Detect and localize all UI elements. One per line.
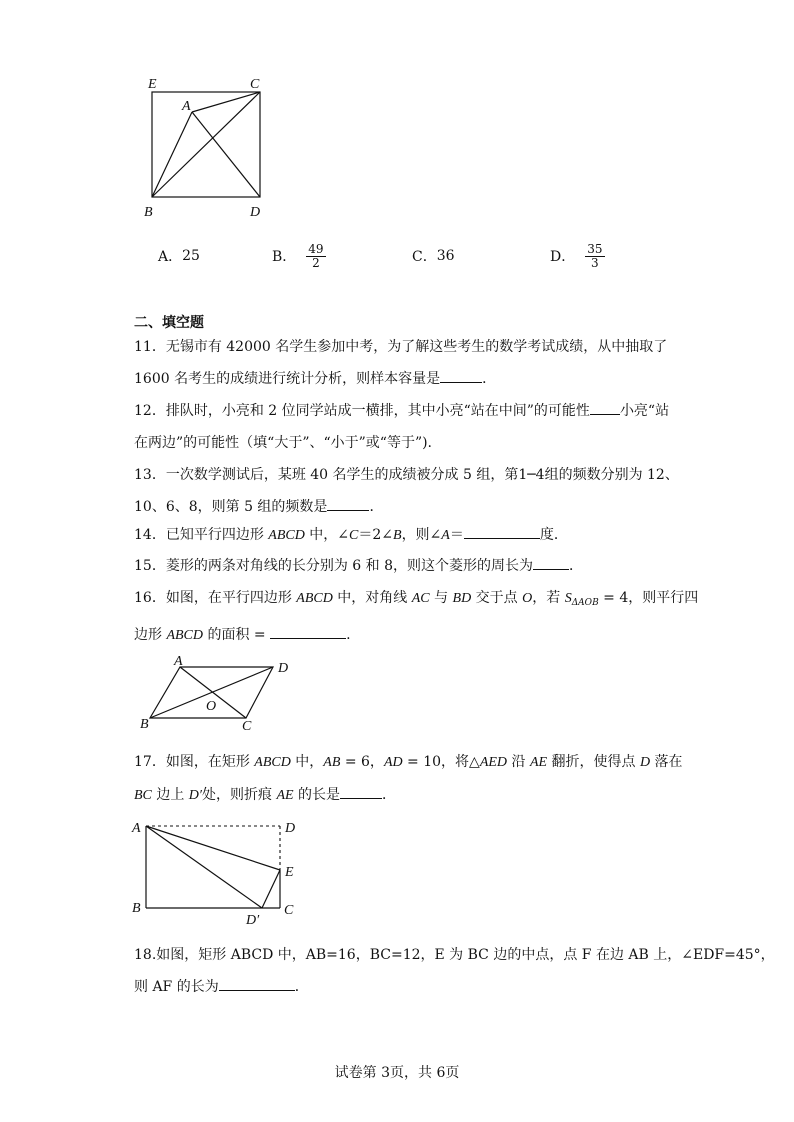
question-17-text: = 10，将△	[402, 754, 480, 770]
answer-blank[interactable]	[327, 496, 369, 511]
question-18-text: 则 AF 的长为	[134, 979, 219, 995]
math-s: S	[564, 591, 572, 606]
math-ae: AE	[276, 788, 294, 803]
question-14-text: ＝	[449, 527, 464, 543]
segment-d-prime-e	[262, 870, 280, 908]
segment-ad-prime	[146, 826, 262, 908]
question-14	[134, 519, 674, 552]
question-18	[134, 939, 775, 1003]
question-11-line2	[134, 363, 674, 395]
label-o: O	[206, 699, 217, 714]
question-17-text: 中，	[290, 754, 324, 770]
question-16-line2	[134, 619, 674, 652]
label-e: E	[148, 77, 157, 92]
question-14-text: ，则∠	[401, 527, 442, 543]
math-b: B	[393, 528, 402, 543]
section-title: 二、填空题	[134, 315, 204, 331]
question-16	[134, 582, 699, 652]
question-12-line2: 在两边”的可能性（填“大于”、“小于”或“等于”).	[134, 435, 433, 451]
rectangle-figure-q17	[130, 816, 305, 926]
question-17-text: 17．如图，在矩形	[134, 754, 255, 770]
math-ad: AD	[383, 755, 403, 770]
question-14-text: 中，∠	[304, 527, 350, 543]
option-d-denominator: 3	[591, 255, 599, 270]
label-e: E	[285, 865, 294, 880]
math-abcd: ABCD	[296, 591, 333, 606]
label-c: C	[250, 77, 260, 92]
question-11-line1: 11．无锡市有 42000 名学生参加中考，为了解这些考生的数学考试成绩，从中抽取了	[134, 339, 668, 355]
page-footer: 试卷第 3页，共 6页	[334, 1065, 460, 1081]
label-b: B	[144, 205, 153, 220]
label-d: D	[278, 661, 289, 676]
question-16-text: = 4，则平行四	[598, 590, 699, 606]
answer-blank[interactable]	[533, 555, 569, 570]
question-14-end: 度．	[539, 527, 568, 543]
question-17-text: = 6，	[340, 754, 384, 770]
label-d: D	[285, 821, 296, 836]
math-ac: AC	[411, 591, 430, 606]
option-c-value: 36	[436, 248, 455, 264]
question-16-text: 16．如图，在平行四边形	[134, 590, 297, 606]
option-a-value: 25	[182, 248, 200, 264]
question-12-text-end: 小亮“站	[619, 403, 670, 419]
question-13-text: 10、6、8，则第 5 组的频数是	[134, 499, 328, 515]
math-ab: AB	[323, 755, 341, 770]
option-b	[272, 240, 326, 272]
question-15-end: ．	[568, 558, 583, 574]
question-12	[134, 395, 674, 459]
option-a	[158, 240, 200, 272]
math-bc: BC	[134, 788, 152, 803]
option-c	[412, 240, 455, 272]
label-a: A	[182, 99, 191, 114]
question-17	[134, 746, 683, 812]
math-ae: AE	[529, 755, 548, 770]
math-d: D	[639, 755, 651, 770]
answer-blank[interactable]	[464, 524, 540, 539]
question-14-text: 14．已知平行四边形	[134, 527, 269, 543]
fold-ae	[146, 826, 280, 870]
option-b-letter: B．	[272, 249, 297, 265]
question-12-text: 12．排队时，小亮和 2 位同学站成一横排，其中小亮“站在中间”的可能性	[134, 403, 590, 419]
label-d-prime: D′	[246, 913, 260, 926]
question-16-line1	[134, 582, 699, 619]
question-17-end: ．	[382, 787, 396, 803]
question-15-text: 15．菱形的两条对角线的长分别为 6 和 8，则这个菱形的周长为	[134, 558, 533, 574]
option-d-letter: D．	[550, 249, 576, 265]
question-18-line1: 18.如图，矩形 ABCD 中，AB=16，BC=12，E 为 BC 边的中点，点 F 在边 AB 上，∠EDF=45°，	[134, 947, 775, 963]
question-16-text: ，若	[532, 590, 565, 606]
question-16-text: 交于点	[471, 590, 523, 606]
label-a: A	[174, 654, 183, 669]
label-c: C	[242, 719, 252, 734]
question-11-end: ．	[482, 371, 497, 387]
option-d-numerator: 35	[587, 241, 603, 256]
question-17-text: 处，则折痕	[201, 787, 277, 803]
math-abcd: ABCD	[268, 528, 305, 543]
question-17-line1	[134, 746, 683, 779]
question-16-text: 边形	[134, 627, 167, 643]
answer-blank[interactable]	[440, 368, 482, 383]
question-14-text: ＝2∠	[358, 527, 393, 543]
question-13	[134, 459, 679, 523]
math-abcd: ABCD	[254, 755, 291, 770]
question-16-text: 中，对角线	[332, 590, 412, 606]
segment-ba	[152, 112, 192, 197]
answer-blank[interactable]	[590, 400, 620, 415]
option-b-numerator: 49	[308, 241, 324, 256]
answer-blank[interactable]	[270, 624, 346, 639]
question-17-text: 落在	[650, 754, 683, 770]
math-a: A	[441, 528, 450, 543]
question-17-text: 的长是	[293, 787, 340, 803]
question-18-line2	[134, 971, 674, 1003]
question-13-end: ．	[369, 499, 384, 515]
math-d-prime: D′	[188, 788, 202, 803]
option-c-letter: C．	[412, 249, 437, 265]
label-d: D	[250, 205, 261, 220]
label-b: B	[132, 901, 141, 916]
math-aed: AED	[479, 755, 508, 770]
math-bd: BD	[452, 591, 472, 606]
question-17-text: 翻折，使得点	[547, 754, 640, 770]
question-15	[134, 550, 674, 582]
question-17-text: 边上	[151, 787, 189, 803]
question-13-line1: 13．一次数学测试后，某班 40 名学生的成绩被分成 5 组，第1─4组的频数分别为 12、	[134, 467, 679, 483]
question-18-end: ．	[294, 979, 309, 995]
answer-blank[interactable]	[340, 784, 382, 799]
label-a: A	[132, 821, 141, 836]
question-16-end: .	[346, 627, 351, 643]
label-b: B	[140, 717, 149, 732]
question-16-text: 与	[429, 590, 453, 606]
question-16-text: 的面积 =	[203, 627, 271, 643]
math-abcd: ABCD	[166, 628, 204, 643]
question-17-line2	[134, 779, 674, 812]
answer-blank[interactable]	[219, 976, 295, 991]
math-o: O	[522, 591, 533, 606]
option-d-fraction	[585, 243, 604, 270]
question-11-text: 1600 名考生的成绩进行统计分析，则样本容量是	[134, 371, 441, 387]
parallelogram-figure-q16	[138, 652, 303, 734]
option-d	[550, 240, 605, 272]
label-c: C	[284, 903, 294, 918]
question-11	[134, 331, 674, 395]
option-b-denominator: 2	[312, 255, 320, 270]
question-17-text: 沿	[507, 754, 530, 770]
option-a-letter: A．	[158, 249, 183, 265]
question-12-line1	[134, 395, 674, 427]
square-figure-q10	[140, 72, 275, 222]
math-c: C	[349, 528, 359, 543]
math-subscript: ΔAOB	[571, 598, 599, 608]
option-b-fraction	[306, 243, 325, 270]
